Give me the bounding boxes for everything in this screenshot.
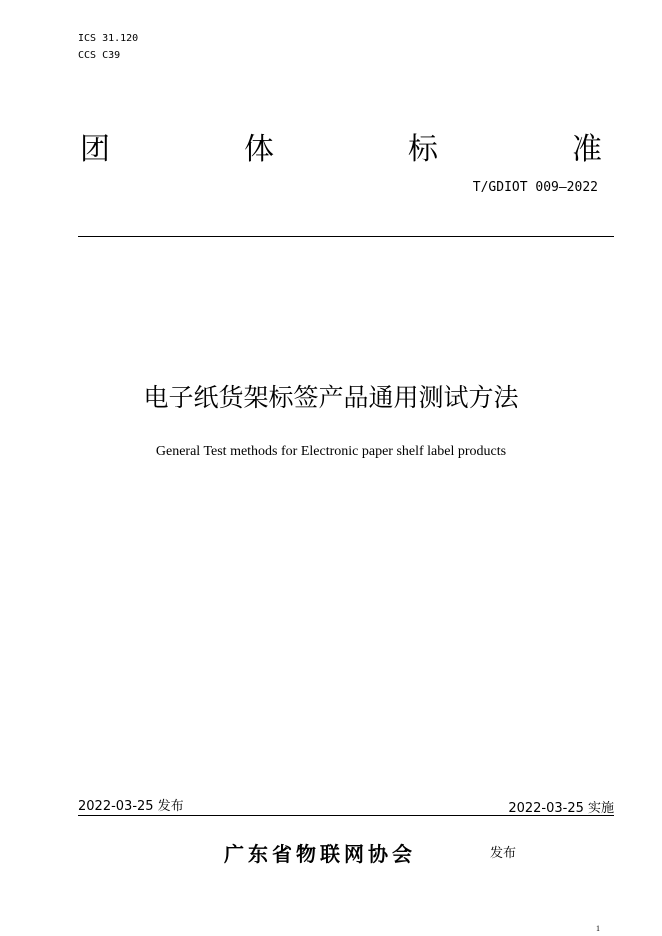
publish-date: 2022-03-25 发布 (78, 799, 184, 814)
implement-date: 2022-03-25 实施 (508, 801, 614, 816)
standard-type-char-4: 准 (572, 132, 602, 167)
footer-divider (78, 815, 614, 816)
title-chinese: 电子纸货架标签产品通用测试方法 (143, 383, 519, 412)
page-number: 1 (596, 924, 600, 933)
standard-type-char-2: 体 (244, 132, 274, 167)
standard-number: T/GDIOT 009—2022 (472, 180, 598, 195)
standard-type-char-3: 标 (408, 132, 438, 167)
ccs-code: CCS C39 (78, 50, 121, 61)
header-divider (78, 236, 614, 237)
standard-type-char-1: 团 (80, 132, 110, 167)
title-english: General Test methods for Electronic paper shelf label products (155, 444, 507, 459)
publisher-organization: 广东省物联网协会 (224, 842, 416, 866)
publisher-suffix: 发布 (490, 846, 517, 861)
ics-code: ICS 31.120 (78, 33, 139, 44)
